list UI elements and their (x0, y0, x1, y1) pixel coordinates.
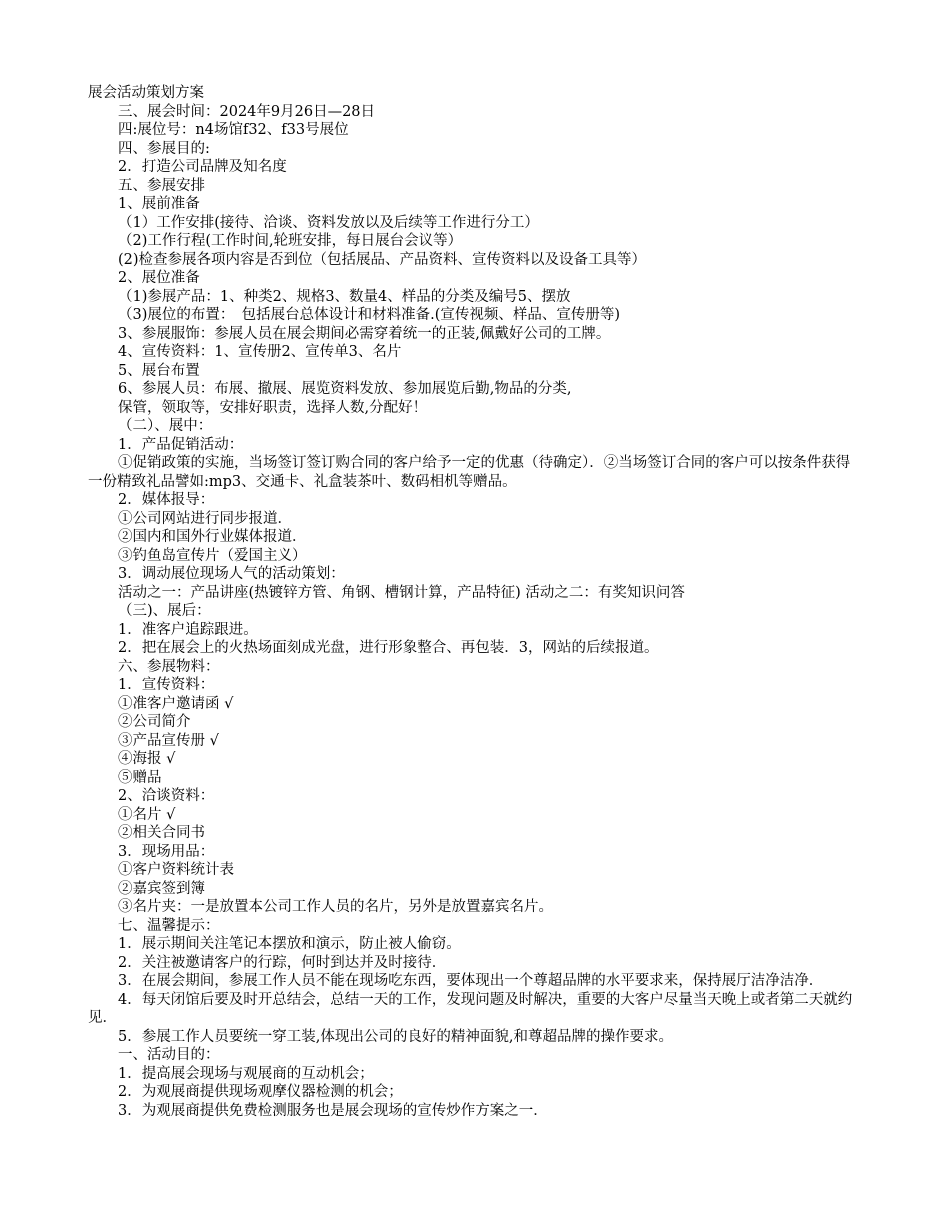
document-line: ③名片夹：一是放置本公司工作人员的名片，另外是放置嘉宾名片。 (118, 899, 553, 915)
document-line: ②公司简介 (118, 714, 191, 730)
document-line: 六、参展物料： (118, 658, 220, 675)
document-line: 3．在展会期间，参展工作人员不能在现场吃东西，要体现出一个尊超品牌的水平要求来，保持展厅洁净洁净． (118, 973, 824, 989)
document-line: ①名片 √ (118, 806, 176, 823)
document-line: 七、温馨提示： (118, 917, 220, 934)
document-line: 2．把在展会上的火热场面刻成光盘，进行形象整合、再包装．3，网站的后续报道。 (118, 640, 659, 656)
document-line: （三)、展后： (118, 603, 211, 619)
document-line: 1．产品促销活动： (118, 436, 244, 453)
document-line: ④海报 √ (118, 751, 176, 767)
document-line: 4、宣传资料：1、宣传册2、宣传单3、名片 (118, 344, 402, 360)
document-line: 3．调动展位现场人气的活动策划： (118, 566, 345, 582)
document-line: 三、展会时间：2024年9月26日—28日 (118, 103, 376, 120)
document-line: 四:展位号：n4场馆f32、f33号展位 (118, 122, 349, 138)
document-line: （1）工作安排(接待、洽谈、资料发放以及后续等工作进行分工） (118, 214, 539, 231)
document-line: 1．展示期间关注笔记本摆放和演示，防止被人偷窃。 (118, 936, 461, 952)
document-line: ①促销政策的实施，当场签订签订购合同的客户给予一定的优惠（待确定）．②当场签订合同的客户可以按条件获得一份精致礼品譬如:mp3、交通卡、礼盒装茶叶、数码相机等赠品。 (88, 455, 851, 490)
document-line: ⑤赠品 (118, 769, 162, 786)
document-line: 3．现场用品： (118, 843, 215, 860)
document-line: ②嘉宾签到簿 (118, 880, 205, 897)
document-line: 保管，领取等，安排好职责，选择人数,分配好！ (118, 399, 428, 416)
document-line: ②国内和国外行业媒体报道． (118, 529, 307, 545)
document-line: 6、参展人员：布展、撤展、展览资料发放、参加展览后勤,物品的分类, (118, 381, 572, 397)
document-line: 五、参展安排 (118, 177, 205, 194)
document-line: ①客户资料统计表 (118, 862, 234, 878)
document-line: ②相关合同书 (118, 825, 205, 841)
document-line: ①公司网站进行同步报道． (118, 510, 292, 527)
document-line: （2)工作行程(工作时间,轮班安排，每日展台会议等） (118, 233, 463, 249)
document-line: ①准客户邀请函 √ (118, 695, 234, 712)
document-body (88, 103, 863, 1121)
document-line: 3．为观展商提供免费检测服务也是展会现场的宣传炒作方案之一． (118, 1102, 548, 1119)
document-line: 2．打造公司品牌及知名度 (118, 159, 287, 175)
document-line: 1．宣传资料： (118, 677, 215, 693)
document-line: 一、活动目的： (118, 1047, 220, 1063)
document-line: 1、展前准备 (118, 196, 200, 212)
document-line: 2、洽谈资料： (118, 788, 215, 804)
document-line: 2．媒体报导： (118, 492, 215, 508)
document-line: 2．关注被邀请客户的行踪，何时到达并及时接待． (118, 954, 447, 971)
document-line: 活动之一：产品讲座(热镀锌方管、角钢、槽钢计算，产品特征) 活动之二：有奖知识问答 (118, 584, 685, 601)
document-line: 5．参展工作人员要统一穿工装,体现出公司的良好的精神面貌,和尊超品牌的操作要求。 (118, 1028, 673, 1045)
document-line: 3、参展服饰：参展人员在展会期间必需穿着统一的正装,佩戴好公司的工牌。 (118, 325, 611, 342)
document-line: 2、展位准备 (118, 270, 200, 286)
document-line: 1．提高展会现场与观展商的互动机会； (118, 1065, 374, 1082)
document-line: ③钓鱼岛宣传片（爱国主义） (118, 547, 307, 564)
document-line: (2)检查参展各项内容是否到位（包括展品、产品资料、宣传资料以及设备工具等） (118, 251, 647, 268)
document-page (88, 84, 863, 1120)
document-line: （3)展位的布置： 包括展台总体设计和材料准备.(宣传视频、样品、宣传册等) (118, 307, 621, 323)
document-line: ③产品宣传册 √ (118, 732, 219, 749)
document-line: 5、展台布置 (118, 362, 200, 379)
document-line: 2．为观展商提供现场观摩仪器检测的机会； (118, 1084, 403, 1100)
document-line: 4．每天闭馆后要及时开总结会，总结一天的工作，发现问题及时解决，重要的大客户尽量当天晚上或者第二天就约见． (88, 991, 853, 1026)
document-line: 四、参展目的: (118, 140, 210, 157)
document-line: 1．准客户追踪跟进。 (118, 621, 258, 638)
document-title: 展会活动策划方案 (88, 85, 204, 101)
document-line: （二）、展中： (118, 418, 213, 434)
document-line: （1)参展产品：1、种类2、规格3、数量4、样品的分类及编号5、摆放 (118, 288, 571, 305)
